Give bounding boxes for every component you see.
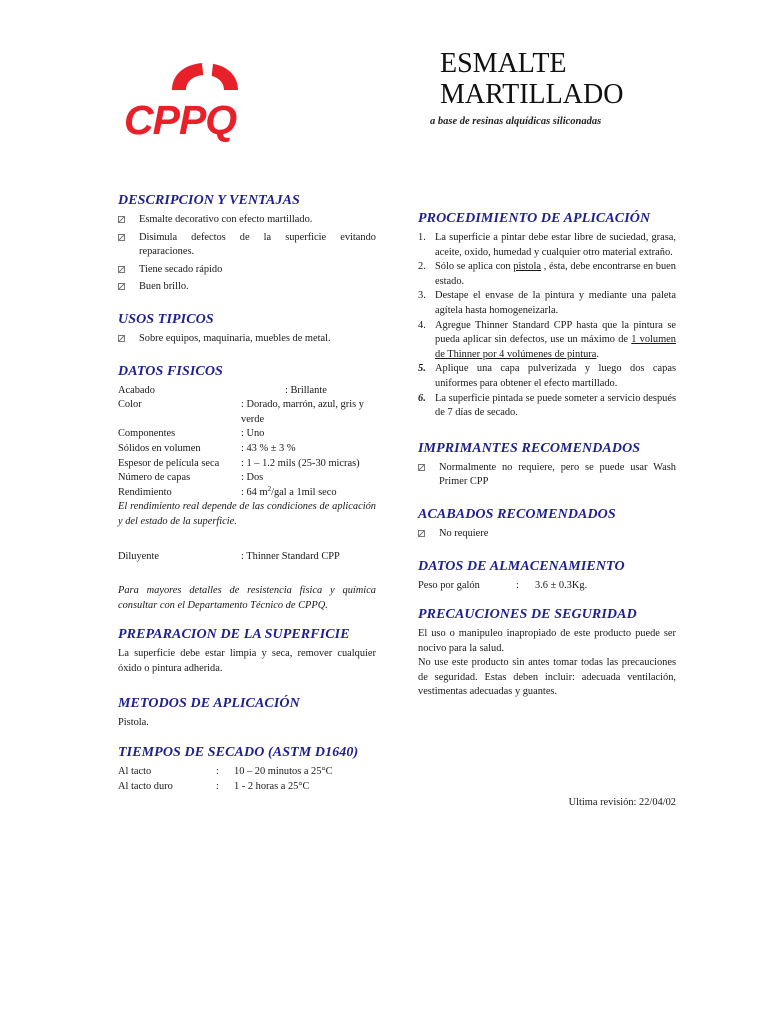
bullet-icon — [418, 464, 425, 471]
datos-value: : Dorado, marrón, azul, gris y verde — [241, 399, 364, 425]
step-number: 1. — [418, 232, 426, 243]
datos-row — [118, 384, 376, 399]
datos-row — [118, 398, 376, 427]
step-text: Destape el envase de la pintura y mediante una paleta agítela hasta homogeneizarla. — [435, 290, 676, 316]
step-text: La superficie pintada se puede someter a servicio después de 7 días de secado. — [435, 392, 676, 419]
tiempos-value: 1 - 2 horas a 25°C — [234, 780, 310, 792]
step-text: . — [596, 348, 600, 360]
step-text-underlined: 1 volumen de Thinner por 4 volúmenes de pintura — [435, 334, 676, 360]
product-subtitle: a base de resinas alquídicas siliconadas — [430, 116, 602, 127]
step-item — [418, 362, 676, 391]
datos-value: : Dos — [241, 472, 264, 484]
datos-row — [118, 471, 376, 486]
datos-value: : 43 % ± 3 % — [241, 442, 296, 454]
bullet-icon — [118, 335, 125, 342]
metodos-text: Pistola. — [118, 717, 149, 729]
section-preparacion — [118, 627, 376, 676]
rendimiento-superscript: 2 — [267, 484, 272, 493]
product-title-line1: ESMALTE — [440, 48, 567, 79]
step-text: Agregue Thinner Standard CPP hasta que la pintura se pueda aplicar sin defectos, use un máximo de — [435, 319, 676, 346]
datos-key: Número de capas — [118, 472, 191, 484]
list-item — [118, 263, 376, 278]
step-number: 6. — [418, 392, 426, 404]
list-item — [118, 280, 376, 295]
heading-imprimantes: IMPRIMANTES RECOMENDADOS — [418, 440, 641, 456]
tiempos-key: Al tacto duro — [118, 780, 173, 792]
datos-key: Espesor de película seca — [118, 457, 220, 469]
tiempos-colon: : — [216, 780, 219, 792]
heading-usos: USOS TIPICOS — [118, 311, 214, 327]
almacenamiento-key: Peso por galón — [418, 579, 480, 591]
list-item — [418, 461, 676, 490]
datos-value — [241, 486, 376, 501]
section-precauciones — [418, 607, 676, 700]
bullet-icon — [118, 234, 125, 241]
heading-datos-fisicos: DATOS FISICOS — [118, 363, 223, 379]
list-item-text: Tiene secado rápido — [139, 263, 223, 275]
title-block — [430, 48, 624, 127]
step-number: 2. — [418, 261, 426, 273]
precauciones-text-2: No use este producto sin antes tomar todas las precauciones de seguridad. Estas deben incluir: adecuada ventilación, vestimentas adecuadas y guantes. — [418, 657, 676, 698]
step-text-underlined: pistola — [513, 261, 541, 273]
datos-value: : Thinner Standard CPP — [241, 550, 340, 562]
datos-key: Color — [118, 399, 142, 411]
datos-value: : Brillante — [285, 384, 327, 396]
section-almacenamiento — [418, 559, 676, 594]
product-title-line2: MARTILLADO — [440, 79, 624, 110]
precauciones-text-1: El uso o manipuleo inapropiado de este producto puede ser nocivo para la salud. — [418, 628, 676, 654]
datos-row — [118, 442, 376, 457]
list-procedimiento — [418, 231, 676, 421]
step-item — [418, 319, 676, 363]
tiempos-colon: : — [216, 766, 219, 778]
logo-text: CPPQ — [124, 97, 237, 143]
list-item-text: Normalmente no requiere, pero se puede usar Wash Primer CPP — [439, 461, 676, 488]
heading-precauciones: PRECAUCIONES DE SEGURIDAD — [418, 607, 637, 623]
step-number: 3. — [418, 290, 426, 302]
section-usos — [118, 312, 376, 347]
list-item — [118, 213, 376, 228]
list-item — [118, 332, 376, 347]
section-datos-fisicos — [118, 364, 376, 614]
heading-procedimiento: PROCEDIMIENTO DE APLICACIÓN — [418, 211, 651, 226]
step-text: , ésta, debe encontrarse en buen estado. — [435, 261, 676, 287]
list-item-text: No requiere — [439, 527, 489, 539]
section-acabados — [418, 507, 676, 542]
datos-key: Acabado — [118, 384, 155, 396]
datos-row-rendimiento — [118, 486, 376, 501]
datos-key: Rendimiento — [118, 486, 172, 498]
tiempos-key: Al tacto — [118, 766, 152, 778]
step-number: 4. — [418, 319, 426, 331]
revision-date: Ultima revisión: 22/04/02 — [568, 797, 676, 808]
list-usos — [118, 332, 376, 347]
almacenamiento-value: 3.6 ± 0.3Kg. — [535, 579, 588, 591]
datos-value: : 1 – 1.2 mils (25-30 micras) — [241, 457, 360, 469]
datos-row — [118, 427, 376, 442]
bullet-icon — [418, 530, 425, 537]
company-logo — [120, 48, 295, 143]
section-imprimantes — [418, 441, 676, 490]
list-item — [418, 527, 676, 542]
almacenamiento-row — [418, 579, 676, 594]
heading-tiempos: TIEMPOS DE SECADO (ASTM D1640) — [118, 745, 359, 761]
almacenamiento-colon: : — [516, 579, 519, 591]
rendimiento-value: : 64 m — [241, 486, 268, 498]
right-column — [418, 211, 676, 700]
step-text: La superficie a pintar debe estar libre de suciedad, grasa, aceite, oxido, humedad y cualquier otro material extraño. — [435, 232, 676, 258]
list-item-text: Disimula defectos de la superficie evitando reparaciones. — [139, 231, 376, 258]
datos-key: Diluyente — [118, 550, 159, 562]
datos-value: : Uno — [241, 428, 265, 440]
bullet-icon — [118, 216, 125, 223]
list-descripcion — [118, 213, 376, 295]
step-item — [418, 289, 676, 318]
section-procedimiento — [418, 211, 676, 421]
logo-graphic — [120, 48, 295, 143]
left-column — [118, 193, 376, 794]
step-item — [418, 260, 676, 289]
rendimiento-unit: /gal a 1mil seco — [271, 486, 337, 498]
rendimiento-note: El rendimiento real depende de las condiciones de aplicación y del estado de la superficie. — [118, 501, 376, 527]
list-item — [118, 231, 376, 260]
tiempos-row — [118, 765, 376, 780]
list-item-text: Buen brillo. — [139, 281, 189, 293]
preparacion-text: La superficie debe estar limpia y seca, remover cualquier óxido o pintura adherida. — [118, 648, 376, 674]
section-metodos — [118, 696, 376, 731]
heading-preparacion: PREPARACION DE LA SUPERFICIE — [118, 627, 350, 643]
list-acabados — [418, 527, 676, 542]
step-item — [418, 392, 676, 421]
step-text: Sólo se aplica con — [435, 261, 514, 273]
datos-row-diluyente — [118, 550, 376, 565]
more-info-note: Para mayores detalles de resistencia física y química consultar con el Departamento Técnico de CPPQ. — [118, 585, 376, 611]
section-tiempos — [118, 745, 376, 794]
datos-key: Componentes — [118, 428, 176, 440]
list-item-text: Esmalte decorativo con efecto martillado. — [139, 214, 313, 225]
tiempos-row — [118, 780, 376, 795]
bullet-icon — [118, 266, 125, 273]
list-imprimantes — [418, 461, 676, 490]
heading-metodos: METODOS DE APLICACIÓN — [118, 696, 300, 712]
bullet-icon — [118, 283, 125, 290]
section-descripcion — [118, 193, 376, 295]
step-text: Aplique una capa pulverizada y luego dos capas uniformes para obtener el efecto martillado. — [435, 363, 676, 389]
step-number: 5. — [418, 363, 426, 375]
list-item-text: Sobre equipos, maquinaria, muebles de metal. — [139, 332, 331, 344]
heading-almacenamiento: DATOS DE ALMACENAMIENTO — [418, 558, 625, 574]
datos-row — [118, 457, 376, 472]
tiempos-value: 10 – 20 minutos a 25°C — [234, 766, 333, 778]
datos-key: Sólidos en volumen — [118, 442, 201, 454]
heading-descripcion: DESCRIPCION Y VENTAJAS — [118, 193, 300, 208]
step-item — [418, 231, 676, 260]
heading-acabados: ACABADOS RECOMENDADOS — [418, 506, 616, 522]
